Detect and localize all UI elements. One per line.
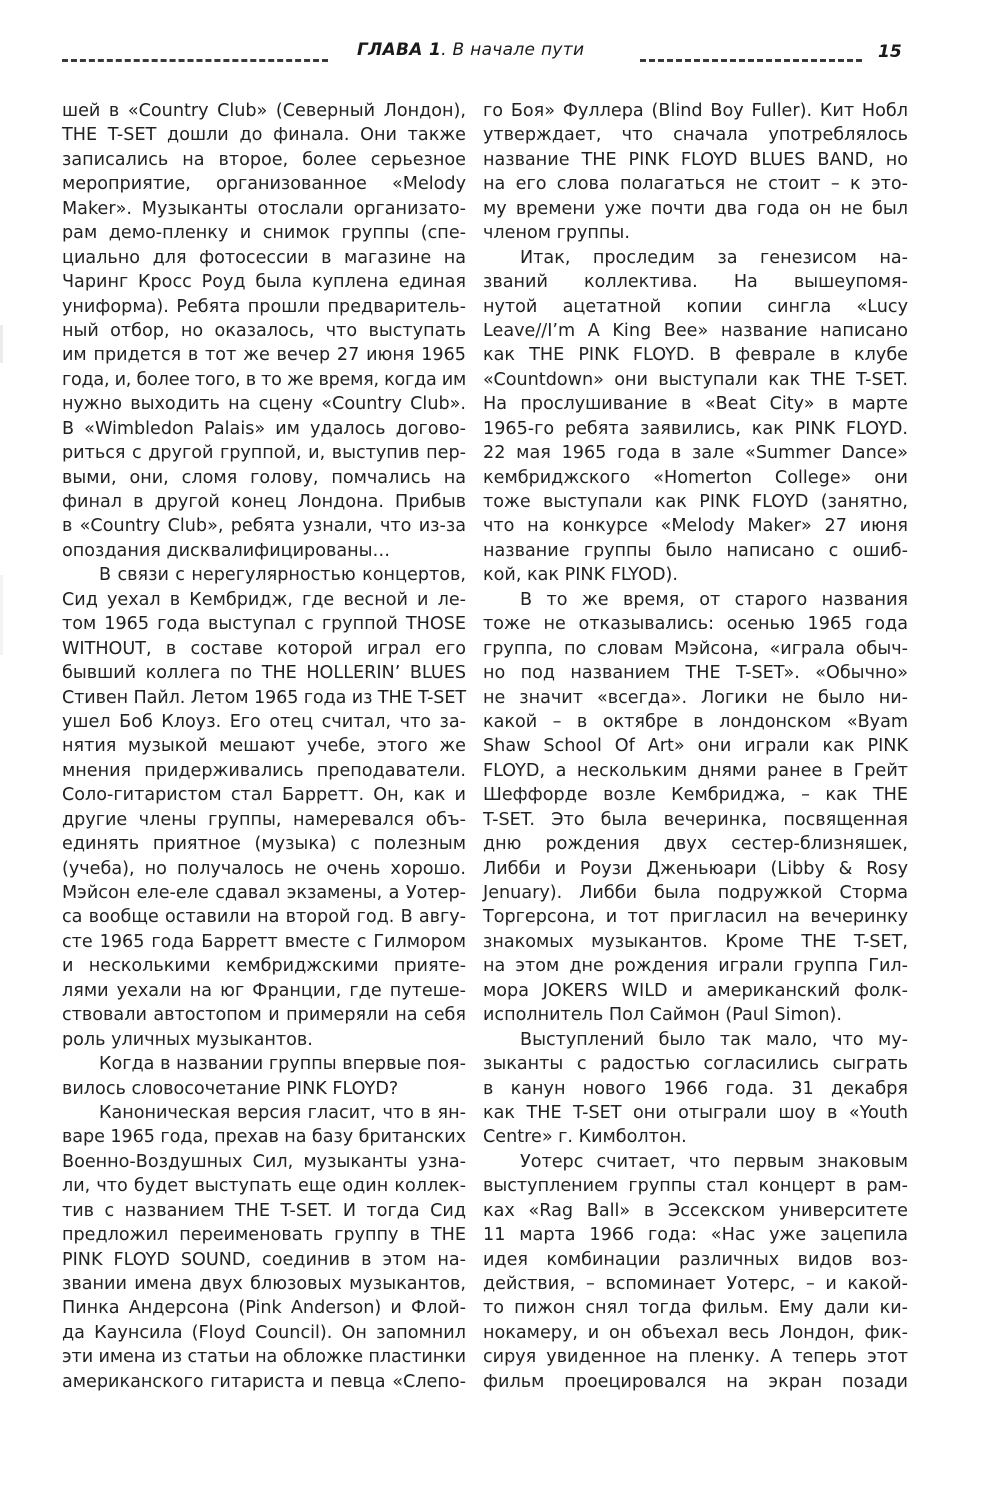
scan-edge-mark: [0, 325, 3, 363]
text-line: Либби и Роузи Дженьюари (Libby & Rosy: [483, 858, 908, 879]
text-line: название THE PINK FLOYD BLUES BAND, но: [483, 149, 908, 170]
text-line: Maker». Музыканты отослали организато-: [62, 198, 466, 219]
text-line: «Countdown» они выступали как THE T-SET.: [483, 369, 908, 390]
text-column-right: [483, 99, 908, 1394]
running-header: [0, 38, 1000, 74]
text-line: на его слова полагаться не стоит – к это-: [483, 174, 908, 195]
chapter-label: ГЛАВА 1: [357, 40, 442, 60]
text-line: нутой ацетатной копии сингла «Lucy: [483, 296, 908, 317]
text-line: мнения придерживались преподаватели.: [62, 760, 466, 781]
text-line: са вообще оставили на второй год. В авгу-: [62, 907, 466, 928]
text-line: рам демо-пленку и снимок группы (спе-: [62, 223, 466, 244]
text-line: зыканты с радостью согласились сыграть: [483, 1054, 908, 1075]
text-line: Выступлений было так мало, что му-: [520, 1029, 908, 1050]
text-line: Уотерс считает, что первым знаковым: [520, 1151, 908, 1172]
text-line: том 1965 года выступал с группой THOSE: [62, 614, 466, 635]
text-line: 1965-го ребята заявились, как PINK FLOYD.: [483, 418, 908, 439]
text-line: униформа). Ребята прошли предваритель-: [62, 296, 466, 317]
text-line: бывший коллега по THE HOLLERIN’ BLUES: [62, 663, 466, 684]
text-line: американского гитариста и певца «Слепо-: [62, 1371, 466, 1392]
text-line: записались на второе, более серьезное: [62, 149, 466, 170]
text-line: им придется в тот же вечер 27 июня 1965: [62, 345, 466, 366]
chapter-title: . В начале пути: [441, 40, 585, 60]
text-line: знакомых музыкантов. Кроме THE T-SET,: [483, 931, 908, 952]
text-line: членом группы.: [483, 223, 630, 244]
text-line: му времени уже почти два года он не был: [483, 198, 908, 219]
text-line: ли, что будет выступать еще один коллек-: [62, 1176, 466, 1197]
text-line: опоздания дисквалифицированы…: [62, 540, 391, 561]
text-line: Shaw School Of Art» они играли как PINK: [483, 736, 908, 757]
text-line: но под названием THE T-SET». «Обычно»: [483, 663, 908, 684]
text-column-left: [62, 99, 466, 1394]
text-line: тоже не отказывались: осенью 1965 года: [483, 614, 908, 635]
text-line: что на конкурсе «Melody Maker» 27 июня: [483, 516, 908, 537]
text-line: вилось словосочетание PINK FLOYD?: [62, 1078, 399, 1099]
text-line: мора JOKERS WILD и американский фолк-: [483, 980, 908, 1001]
scan-edge-mark: [0, 575, 3, 655]
text-line: 11 марта 1966 года: «Нас уже зацепила: [483, 1225, 908, 1246]
text-line: мероприятие, организованное «Melody: [62, 174, 466, 195]
text-line: нокамеру, и он объехал весь Лондон, фик-: [483, 1322, 908, 1343]
text-line: не значит «всегда». Логики не было ни-: [483, 687, 908, 708]
text-line: сируя увиденное на пленку. А теперь этот: [483, 1347, 908, 1368]
text-line: Торгерсона, и тот пригласил на вечеринку: [483, 907, 908, 928]
text-line: THE T-SET дошли до финала. Они также: [62, 125, 466, 146]
text-line: Каноническая версия гласит, что в ян-: [99, 1102, 466, 1123]
text-line: дню рождения двух сестер-близняшек,: [483, 834, 908, 855]
text-line: на этом дне рождения играли группа Гил-: [483, 956, 908, 977]
text-line: Сид уехал в Кембридж, где весной и ле-: [62, 589, 466, 610]
text-line: сте 1965 года Барретт вместе с Гилмором: [62, 931, 466, 952]
text-line: года, и, более того, в то же время, когда им: [62, 369, 467, 390]
text-line: название группы было написано с ошиб-: [483, 540, 908, 561]
text-line: шей в «Country Club» (Северный Лондон),: [62, 101, 466, 121]
text-line: в «Country Club», ребята узнали, что из-за: [62, 516, 466, 537]
text-line: FLOYD, а нескольким днями ранее в Грейт: [483, 760, 908, 781]
text-line: 22 мая 1965 года в зале «Summer Dance»: [483, 443, 908, 464]
text-line: действия, – вспоминает Уотерс, – и какой-: [483, 1274, 908, 1294]
text-line: в канун нового 1966 года. 31 декабря: [483, 1078, 908, 1099]
page-number: 15: [878, 42, 902, 62]
text-line: тив с названием THE T-SET. И тогда Сид: [62, 1200, 466, 1221]
text-line: финал в другой конец Лондона. Прибыв: [62, 492, 466, 512]
text-line: Когда в названии группы впервые поя-: [99, 1054, 466, 1075]
text-line: эти имена из статьи на обложке пластинки: [62, 1347, 466, 1368]
text-line: Чаринг Кросс Роуд была куплена единая: [62, 272, 466, 293]
text-line: В «Wimbledon Palais» им удалось догово-: [62, 418, 466, 439]
text-line: WITHOUT, в составе которой играл его: [62, 638, 466, 659]
text-line: ствовали автостопом и примеряли на себя: [62, 1005, 466, 1026]
text-line: звании имена двух блюзовых музыкантов,: [62, 1274, 466, 1294]
text-line: Стивен Пайл. Летом 1965 года из THE T-SET: [62, 687, 467, 708]
text-line: выступлением группы стал концерт в рам-: [483, 1176, 908, 1197]
text-line: идея комбинации различных видов воз-: [483, 1249, 908, 1270]
text-line: (учеба), но получалось не очень хорошо.: [62, 858, 466, 879]
text-line: Мэйсон еле-еле сдавал экзамены, а Уотер-: [62, 883, 466, 903]
text-line: роль уличных музыкантов.: [62, 1029, 313, 1050]
text-line: Шеффорде возле Кембриджа, – как THE: [483, 785, 908, 806]
text-line: группа, по словам Мэйсона, «играла обыч-: [483, 638, 908, 659]
text-line: ушел Боб Клоуз. Его отец считал, что за-: [62, 711, 466, 732]
text-line: тоже выступали как PINK FLOYD (занятно,: [483, 492, 908, 512]
text-line: званий коллектива. На вышеупомя-: [483, 272, 908, 293]
header-rule-right: [640, 59, 862, 62]
text-line: и несколькими кембриджскими прияте-: [62, 956, 466, 977]
text-line: как THE PINK FLOYD. В феврале в клубе: [483, 345, 908, 366]
text-line: как THE T-SET они отыграли шоу в «Youth: [483, 1102, 908, 1123]
text-line: го Боя» Фуллера (Blind Boy Fuller). Кит Нобл: [483, 101, 908, 121]
text-line: ках «Rag Ball» в Эссекском университете: [483, 1200, 908, 1221]
text-line: единять приятное (музыка) с полезным: [62, 834, 466, 855]
text-line: Пинка Андерсона (Pink Anderson) и Флой-: [62, 1298, 466, 1319]
text-line: На прослушивание в «Beat City» в марте: [483, 394, 908, 415]
text-line: Соло-гитаристом стал Барретт. Он, как и: [62, 785, 466, 806]
text-line: предложил переименовать группу в THE: [62, 1225, 466, 1246]
text-line: Jenuary). Либби была подружкой Сторма: [483, 883, 908, 903]
text-line: варе 1965 года, прехав на базу британских: [62, 1127, 466, 1148]
text-line: утверждает, что сначала употреблялось: [483, 125, 908, 146]
text-line: какой – в октябре в лондонском «Byam: [483, 711, 908, 732]
text-line: Leave//I’m A King Bee» название написано: [483, 320, 908, 341]
running-title: [357, 40, 584, 60]
text-line: выми, они, сломя голову, помчались на: [62, 467, 466, 488]
text-line: исполнитель Пол Саймон (Paul Simon).: [483, 1005, 842, 1026]
text-line: Итак, проследим за генезисом на-: [520, 247, 908, 268]
text-line: другие члены группы, намеревался объ-: [62, 809, 466, 830]
text-line: кембриджского «Homerton College» они: [483, 467, 908, 488]
text-line: лями уехали на юг Франции, где путеше-: [62, 980, 466, 1001]
text-line: фильм проецировался на экран позади: [483, 1371, 908, 1392]
text-line: то пижон снял тогда фильм. Ему дали ки-: [483, 1298, 908, 1319]
text-line: ный отбор, но оказалось, что выступать: [62, 320, 466, 341]
header-rule-left: [62, 59, 328, 62]
text-line: риться с другой группой, и, выступив пер-: [62, 443, 466, 464]
text-line: да Каунсила (Floyd Council). Он запомнил: [62, 1322, 466, 1343]
text-line: нятия музыкой мешают учебе, этого же: [62, 736, 466, 757]
text-line: циально для фотосессии в магазине на: [62, 247, 466, 268]
text-line: нужно выходить на сцену «Country Club».: [62, 394, 466, 415]
text-line: T-SET. Это была вечеринка, посвященная: [483, 809, 908, 830]
text-line: В то же время, от старого названия: [520, 589, 908, 610]
text-line: Военно-Воздушных Сил, музыканты узна-: [62, 1151, 466, 1172]
text-line: В связи с нерегулярностью концертов,: [99, 565, 466, 586]
text-line: кой, как PINK FLYOD).: [483, 565, 678, 586]
text-line: PINK FLOYD SOUND, соединив в этом на-: [62, 1249, 466, 1270]
text-line: Centre» г. Кимболтон.: [483, 1127, 687, 1148]
